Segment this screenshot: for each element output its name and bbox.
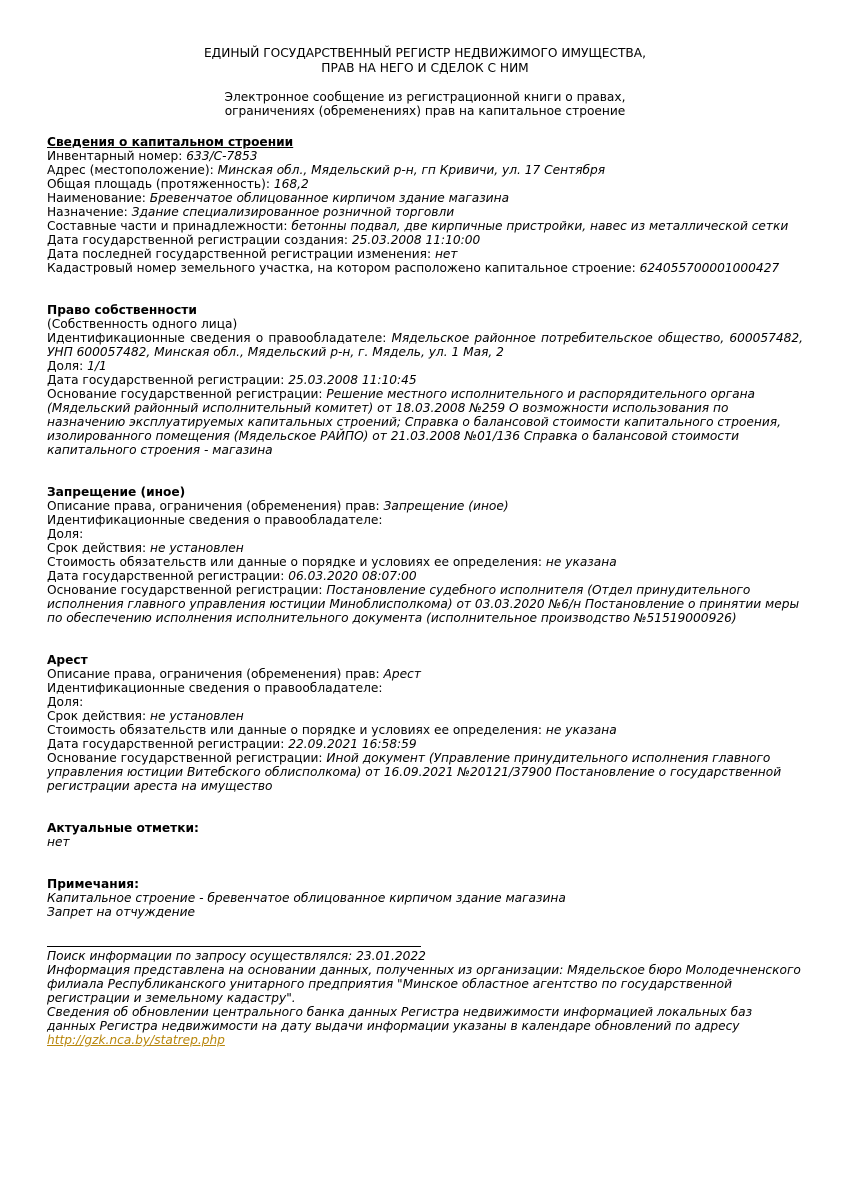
field-area xyxy=(47,177,803,191)
source-info: Информация представлена на основании данных, полученных из организации: Мядельское бюро Молодечненского филиала Республиканского унитарного предприятия "Минское областное агентство по государственной регистрации и земельному кадастру". xyxy=(47,963,801,1005)
field-value: 168,2 xyxy=(273,177,309,191)
field-value: Арест xyxy=(383,667,421,681)
field-cadastral-number xyxy=(47,261,803,275)
ownership-type: (Собственность одного лица) xyxy=(47,317,238,331)
subtitle-line1: Электронное сообщение из регистрационной книги о правах, xyxy=(224,90,626,104)
field-registration-basis xyxy=(47,583,803,625)
field-label: Основание государственной регистрации: xyxy=(47,387,327,401)
field-value: не установлен xyxy=(150,709,244,723)
subtitle-line2: ограничениях (обременениях) прав на капитальное строение xyxy=(224,104,626,118)
field-label: Дата последней государственной регистрации изменения: xyxy=(47,247,435,261)
field-share xyxy=(47,527,803,541)
field-share xyxy=(47,359,803,373)
field-label: Дата государственной регистрации создания: xyxy=(47,233,352,247)
field-validity-term xyxy=(47,709,803,723)
link-row xyxy=(47,1033,803,1047)
field-registration-basis xyxy=(47,751,803,793)
registry-title-line2: ПРАВ НА НЕГО И СДЕЛОК С НИМ xyxy=(321,61,529,75)
field-registration-date xyxy=(47,569,803,583)
field-label: Адрес (местоположение): xyxy=(47,163,218,177)
field-label: Описание права, ограничения (обременения) прав: xyxy=(47,667,384,681)
document-page xyxy=(47,46,803,1047)
field-value: 22.09.2021 16:58:59 xyxy=(288,737,417,751)
field-share xyxy=(47,695,803,709)
arrest-section xyxy=(47,653,803,793)
field-registration-date xyxy=(47,373,803,387)
field-value: 25.03.2008 11:10:00 xyxy=(351,233,481,247)
field-label: Дата государственной регистрации: xyxy=(47,737,289,751)
field-purpose xyxy=(47,205,803,219)
prohibition-section xyxy=(47,485,803,625)
field-label: Доля: xyxy=(47,359,88,373)
field-value: 06.03.2020 08:07:00 xyxy=(288,569,417,583)
notes-section xyxy=(47,877,803,919)
field-label: Основание государственной регистрации: xyxy=(47,751,327,765)
field-rightholder xyxy=(47,513,803,527)
ownership-section-title: Право собственности xyxy=(47,303,197,317)
field-label: Кадастровый номер земельного участка, на котором расположено капитальное строение: xyxy=(47,261,640,275)
field-value: Здание специализированное розничной торговли xyxy=(131,205,455,219)
document-header xyxy=(47,46,803,118)
field-validity-term xyxy=(47,541,803,555)
actual-marks-value: нет xyxy=(47,835,70,849)
field-value: Иной документ (Управление принудительного исполнения главного управления юстиции Витебского облисполкома) от 16.09.2021 №20121/37900 Постановление о государственной регистрации ареста на имущество xyxy=(47,751,782,793)
field-value: не указана xyxy=(545,555,617,569)
building-section-title: Сведения о капитальном строении xyxy=(47,135,294,149)
field-value: Мядельское районное потребительское общество, 600057482, УНП 600057482, Минская обл., Мядельский р-н, г. Мядель, ул. 1 Мая, 2 xyxy=(47,331,803,359)
field-value: 1/1 xyxy=(87,359,107,373)
registry-title-line1: ЕДИНЫЙ ГОСУДАРСТВЕННЫЙ РЕГИСТР НЕДВИЖИМОГО ИМУЩЕСТВА, xyxy=(203,46,647,60)
field-value: 624055700001000427 xyxy=(639,261,780,275)
notes-title: Примечания: xyxy=(47,877,139,891)
field-registration-basis xyxy=(47,387,803,457)
field-label: Идентификационные сведения о правообладателе: xyxy=(47,513,383,527)
field-value: бетонны подвал, две кирпичные пристройки, навес из металлической сетки xyxy=(291,219,789,233)
ownership-section xyxy=(47,303,803,457)
update-info: Сведения об обновлении центрального банка данных Регистра недвижимости информацией локальных баз данных Регистра недвижимости на дату выдачи информации указаны в календаре обновлений по адресу xyxy=(47,1005,753,1033)
field-restriction-description xyxy=(47,499,803,513)
field-inventory-number xyxy=(47,149,803,163)
field-value: 25.03.2008 11:10:45 xyxy=(288,373,417,387)
field-value: 633/С-7853 xyxy=(186,149,258,163)
field-label: Основание государственной регистрации: xyxy=(47,583,327,597)
field-label: Идентификационные сведения о правообладателе: xyxy=(47,681,383,695)
field-label: Доля: xyxy=(47,527,84,541)
field-value: Запрещение (иное) xyxy=(383,499,509,513)
field-components xyxy=(47,219,803,233)
footer-divider xyxy=(47,946,421,947)
field-creation-date xyxy=(47,233,803,247)
field-value: Бревенчатое облицованное кирпичом здание магазина xyxy=(149,191,510,205)
field-label: Дата государственной регистрации: xyxy=(47,373,289,387)
prohibition-section-title: Запрещение (иное) xyxy=(47,485,186,499)
field-obligation-cost xyxy=(47,723,803,737)
field-value: нет xyxy=(434,247,458,261)
field-value: Минская обл., Мядельский р-н, гп Кривичи, ул. 17 Сентября xyxy=(217,163,606,177)
actual-marks-title: Актуальные отметки: xyxy=(47,821,199,835)
field-label: Срок действия: xyxy=(47,709,150,723)
statrep-link[interactable]: http://gzk.nca.by/statrep.php xyxy=(47,1033,225,1047)
field-label: Инвентарный номер: xyxy=(47,149,187,163)
field-label: Идентификационные сведения о правообладателе: xyxy=(47,331,392,345)
document-subtitle xyxy=(47,90,803,118)
field-registration-date xyxy=(47,737,803,751)
document-footer xyxy=(47,946,803,1047)
field-address xyxy=(47,163,803,177)
field-label: Дата государственной регистрации: xyxy=(47,569,289,583)
field-label: Назначение: xyxy=(47,205,132,219)
field-label: Общая площадь (протяженность): xyxy=(47,177,274,191)
field-rightholder xyxy=(47,331,803,359)
field-value: Решение местного исполнительного и распорядительного органа (Мядельский районный исполнительный комитет) от 18.03.2008 №259 О возможности использования по назначению эксплуатируемых капитальных строений; Справка о балансовой стоимости капитального строения, изолированного помещения (Мядельское РАЙПО) от 21.03.2008 №01/136 Справка о балансовой стоимости капитального строения - магазина xyxy=(47,387,781,457)
arrest-section-title: Арест xyxy=(47,653,88,667)
field-value: не указана xyxy=(545,723,617,737)
note-line: Запрет на отчуждение xyxy=(47,905,196,919)
field-obligation-cost xyxy=(47,555,803,569)
field-value: Постановление судебного исполнителя (Отдел принудительного исполнения главного управления юстиции Миноблисполкома) от 03.03.2020 №6/н Постановление о принятии меры по обеспечению исполнения исполнительного документа (исполнительное производство №51519000926) xyxy=(47,583,800,625)
field-label: Доля: xyxy=(47,695,84,709)
field-label: Срок действия: xyxy=(47,541,150,555)
field-name xyxy=(47,191,803,205)
search-date: Поиск информации по запросу осуществлялся: 23.01.2022 xyxy=(47,949,426,963)
note-line: Капитальное строение - бревенчатое облицованное кирпичом здание магазина xyxy=(47,891,566,905)
actual-marks-section xyxy=(47,821,803,849)
field-value: не установлен xyxy=(150,541,244,555)
field-label: Описание права, ограничения (обременения) прав: xyxy=(47,499,384,513)
field-restriction-description xyxy=(47,667,803,681)
registry-title xyxy=(47,46,803,76)
field-label: Наименование: xyxy=(47,191,150,205)
field-label: Стоимость обязательств или данные о порядке и условиях ее определения: xyxy=(47,555,546,569)
building-section xyxy=(47,135,803,275)
field-last-change-date xyxy=(47,247,803,261)
field-label: Составные части и принадлежности: xyxy=(47,219,292,233)
field-label: Стоимость обязательств или данные о порядке и условиях ее определения: xyxy=(47,723,546,737)
field-rightholder xyxy=(47,681,803,695)
